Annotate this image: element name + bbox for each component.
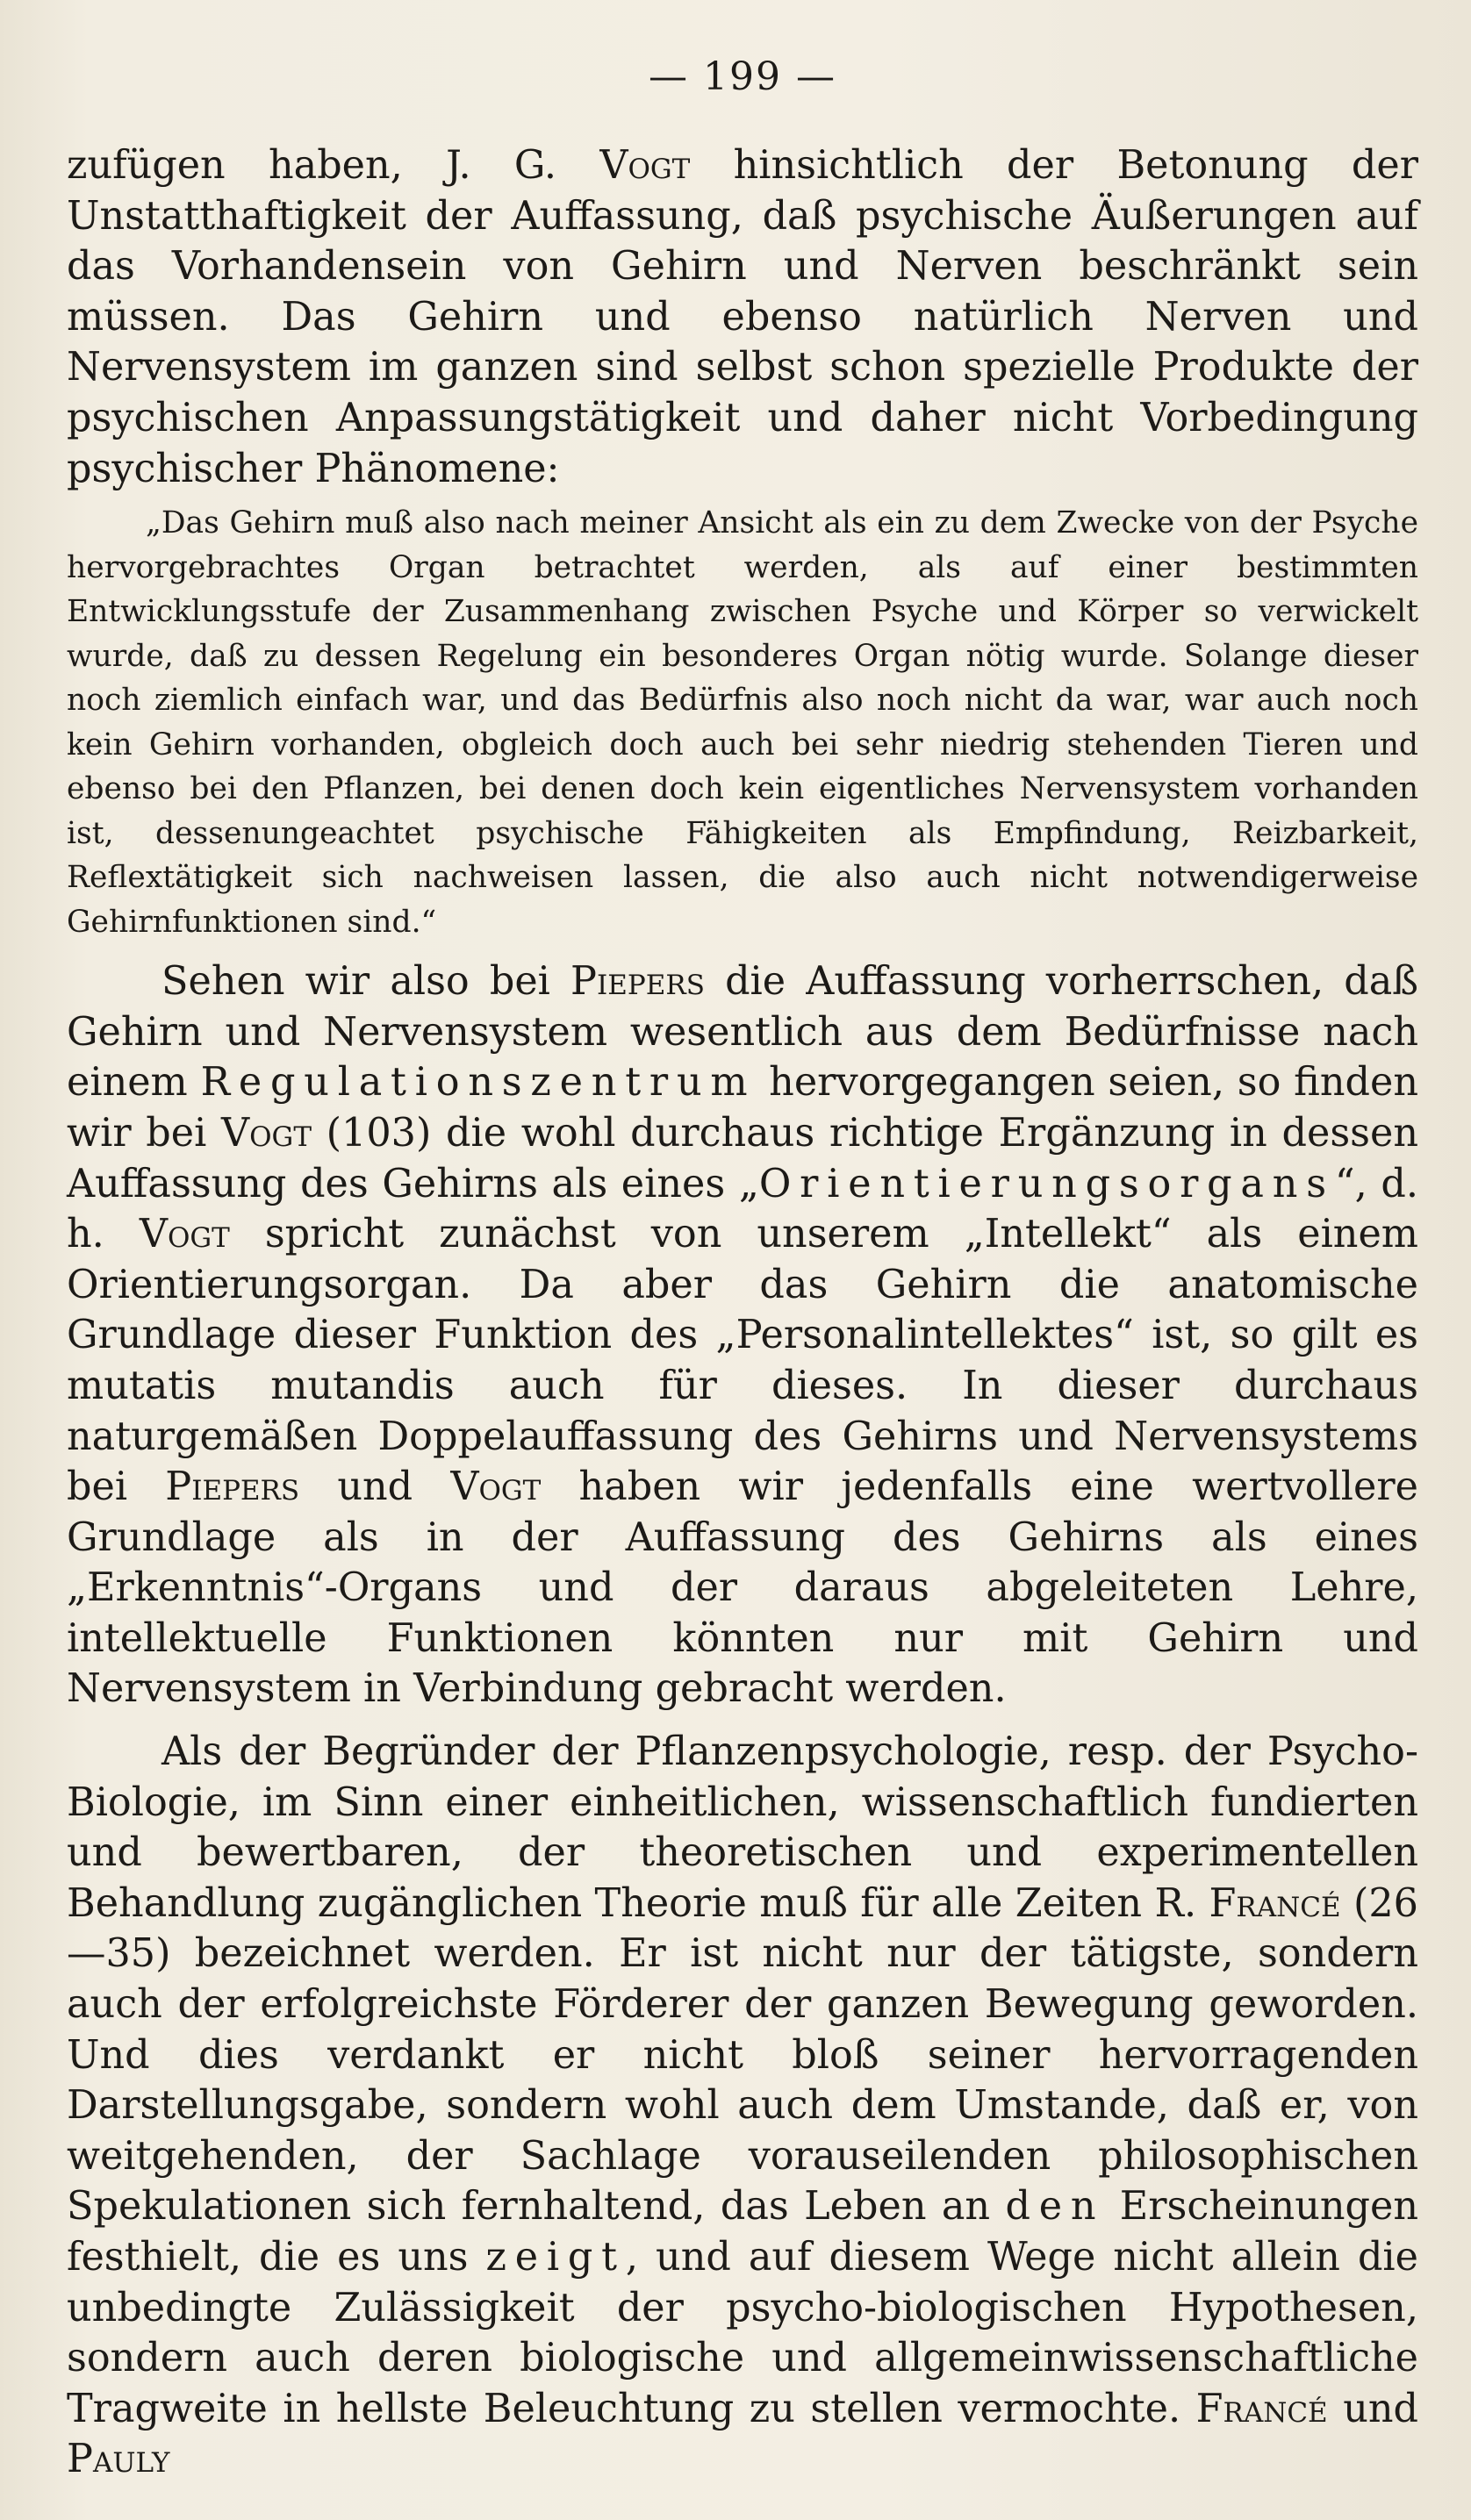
paragraph-2 [67, 956, 1418, 1715]
text-run: die Auffassung vorherrschen, daß Gehirn und Nervensystem wesentlich aus dem Bedürfnisse nach einem [67, 959, 1418, 1106]
author-name: Piepers [570, 959, 705, 1005]
paragraph-3 [67, 1727, 1418, 2485]
page-number: — 199 — [649, 54, 836, 99]
text-run: spricht zunächst von unserem „Intellekt“ als einem Orientierungsorgan. Da aber das Gehirn die anatomische Grundlage dieser Funktion des „Personalintellektes“ ist, so gilt es mutatis mutandis auch für dieses. In dieser durchaus naturgemäßen Doppelauffassung des Gehirns und Nervensystems bei [67, 1212, 1418, 1510]
author-name: Francé [1195, 2386, 1328, 2431]
author-name: Francé [1209, 1880, 1341, 1926]
author-name: Pauly [67, 2437, 170, 2482]
text-run: haben wir jedenfalls eine wertvollere Grundlage als in der Auffassung des Gehirns als eines „Erkenntnis“-Organs und der daraus abgeleiteten Lehre, intellektuelle Funktionen könnten nur mit Gehirn und Nervensystem in Verbindung gebracht werden. [67, 1464, 1418, 1712]
text-run: (103) die wohl durchaus richtige Ergänzung in dessen Auffassung des Gehirns als eines „ [67, 1110, 1418, 1206]
emphasized-term: zeigt [485, 2235, 626, 2280]
paragraph-1 [67, 140, 1418, 494]
text-run: zufügen haben, J. G. [67, 143, 600, 188]
text-run: hervorgegangen seien, so finden wir bei [67, 1060, 1419, 1156]
emphasized-term: Regulationszentrum [200, 1060, 757, 1106]
text-run: hinsichtlich der Betonung der Unstatthaftigkeit der Auffassung, daß psychische Äußerungen auf das Vorhandensein von Gehirn und Nerven beschränkt sein müssen. Das Gehirn und ebenso natürlich Nerven und Nervensystem im ganzen sind selbst schon spezielle Produkte der psychischen Anpassungstätigkeit und daher nicht Vorbedingung psychischer Phänomene: [67, 143, 1418, 491]
author-name: Vogt [221, 1110, 312, 1156]
text-run: (26—35) bezeichnet werden. Er ist nicht nur der tätigste, sondern auch der erfolgreichste Förderer der ganzen Bewegung geworden. Und dies verdankt er nicht bloß seiner hervorragenden Darstellungsgabe, sondern wohl auch dem Umstande, daß er, von weitgehenden, der Sachlage vorauseilenden philosophischen Spekulationen sich fernhaltend, das Leben an [67, 1880, 1418, 2230]
text-run: “, d. h. [67, 1161, 1418, 1257]
text-run: und [1327, 2386, 1418, 2431]
author-name: Vogt [450, 1464, 542, 1510]
text-run: Als der Begründer der Pflanzenpsychologie, resp. der Psycho-Biologie, im Sinn einer einheitlichen, wissenschaftlich fundierten und bewertbaren, der theoretischen und experimentellen Behandlung zugänglichen Theorie muß für alle Zeiten R. [67, 1729, 1418, 1926]
quote-text: „Das Gehirn muß also nach meiner Ansicht als ein zu dem Zwecke von der Psyche hervorgebrachtes Organ betrachtet werden, als auf einer bestimmten Entwicklungsstufe der Zusammenhang zwischen Psyche und Körper so verwickelt wurde, daß zu dessen Regelung ein besonderes Organ nötig wurde. Solange dieser noch ziemlich einfach war, und das Bedürfnis also noch nicht da war, war auch noch kein Gehirn vorhanden, obgleich doch auch bei sehr niedrig stehenden Tieren und ebenso bei den Pflanzen, bei denen doch kein eigentliches Nervensystem vorhanden ist, dessenungeachtet psychische Fähigkeiten als Empfindung, Reizbarkeit, Reflextätigkeit sich nachweisen lassen, die also auch nicht notwendigerweise Gehirnfunktionen sind.“ [67, 505, 1418, 940]
emphasized-term: Orientierungsorgans [758, 1161, 1335, 1206]
author-name: Vogt [599, 143, 691, 188]
page-body [67, 140, 1418, 2485]
text-run: , und auf diesem Wege nicht allein die unbedingte Zulässigkeit der psycho-biologischen Hypothesen, sondern auch deren biologische und allgemeinwissenschaftliche Tragweite in hellste Beleuchtung zu stellen vermochte. [67, 2235, 1418, 2431]
emphasized-term: den [1005, 2184, 1105, 2230]
author-name: Piepers [165, 1464, 300, 1510]
text-run: Sehen wir also bei [161, 959, 571, 1005]
block-quote [67, 501, 1418, 944]
author-name: Vogt [139, 1212, 230, 1257]
text-run: Erscheinungen festhielt, die es uns [67, 2184, 1418, 2280]
text-run: und [299, 1464, 451, 1510]
